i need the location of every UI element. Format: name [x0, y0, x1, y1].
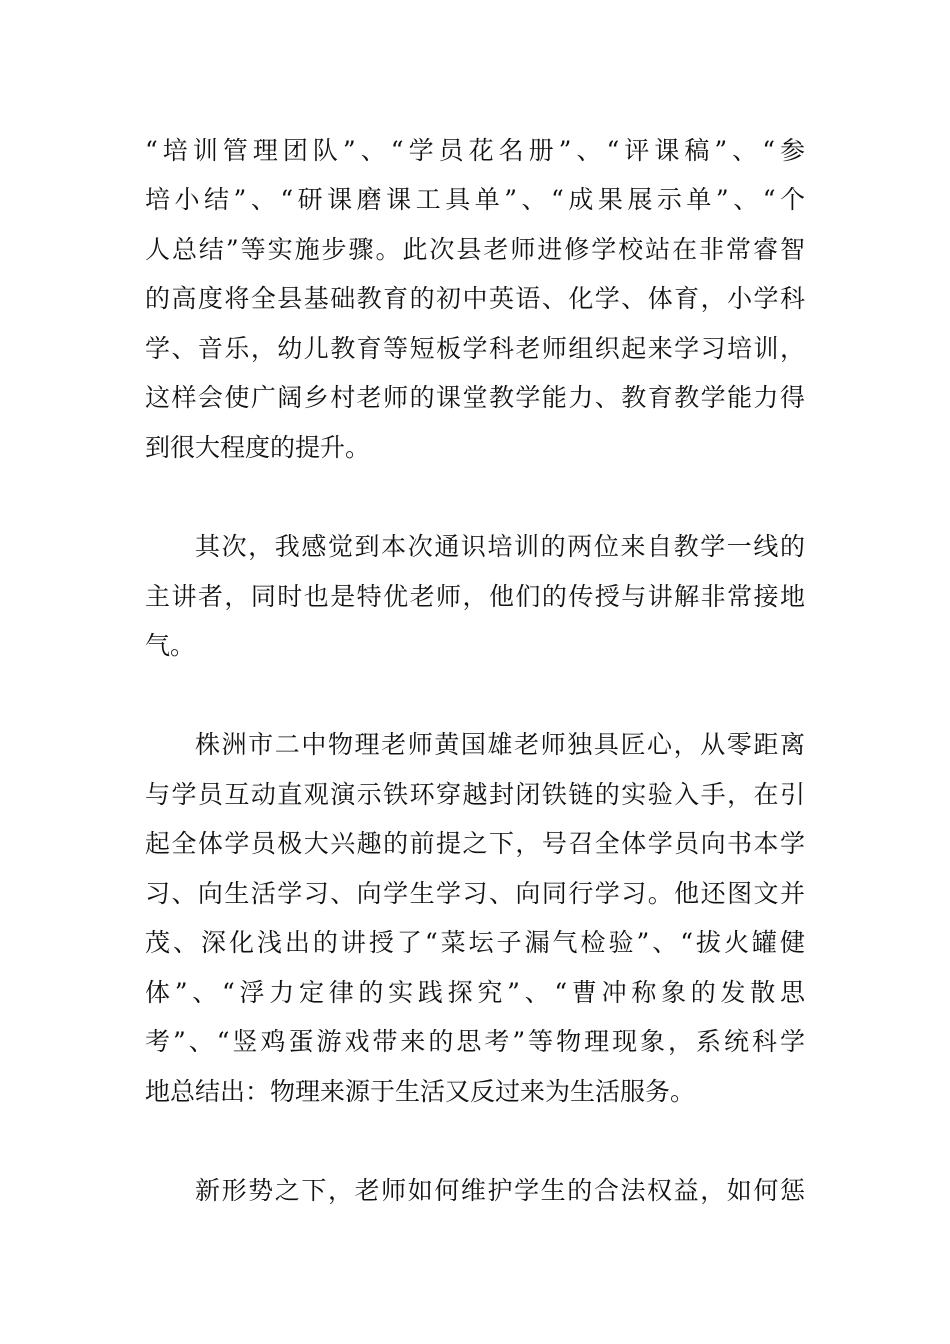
text-line: “培训管理团队”、“学员花名册”、“评课稿”、“参 — [145, 136, 805, 165]
text-line: 与学员互动直观演示铁环穿越封闭铁链的实验入手，在引 — [145, 780, 805, 809]
text-line: 新形势之下，老师如何维护学生的合法权益，如何惩 — [195, 1176, 805, 1205]
text-line: 体”、“浮力定律的实践探究”、“曹冲称象的发散思 — [145, 978, 805, 1007]
text-line: 学、音乐，幼儿教育等短板学科老师组织起来学习培训， — [145, 334, 805, 363]
text-line: 这样会使广阔乡村老师的课堂教学能力、教育教学能力得 — [145, 383, 805, 412]
text-line: 气。 — [145, 631, 196, 660]
text-line: 地总结出：物理来源于生活又反过来为生活服务。 — [145, 1077, 696, 1106]
text-line: 主讲者，同时也是特优老师，他们的传授与讲解非常接地 — [145, 582, 805, 611]
text-line: 茂、深化浅出的讲授了“菜坛子漏气检验”、“拔火罐健 — [145, 928, 805, 957]
text-line: 到很大程度的提升。 — [145, 433, 371, 462]
text-line: 株洲市二中物理老师黄国雄老师独具匠心，从零距离 — [195, 730, 805, 759]
text-line: 人总结”等实施步骤。此次县老师进修学校站在非常睿智 — [145, 235, 805, 264]
text-line: 培小结”、“研课磨课工具单”、“成果展示单”、“个 — [145, 185, 805, 214]
text-line: 习、向生活学习、向学生学习、向同行学习。他还图文并 — [145, 879, 805, 908]
text-line: 的高度将全县基础教育的初中英语、化学、体育，小学科 — [145, 284, 805, 313]
text-line: 考”、“竖鸡蛋游戏带来的思考”等物理现象，系统科学 — [145, 1027, 805, 1056]
text-line: 起全体学员极大兴趣的前提之下，号召全体学员向书本学 — [145, 829, 805, 858]
text-line: 其次，我感觉到本次通识培训的两位来自教学一线的 — [195, 532, 805, 561]
